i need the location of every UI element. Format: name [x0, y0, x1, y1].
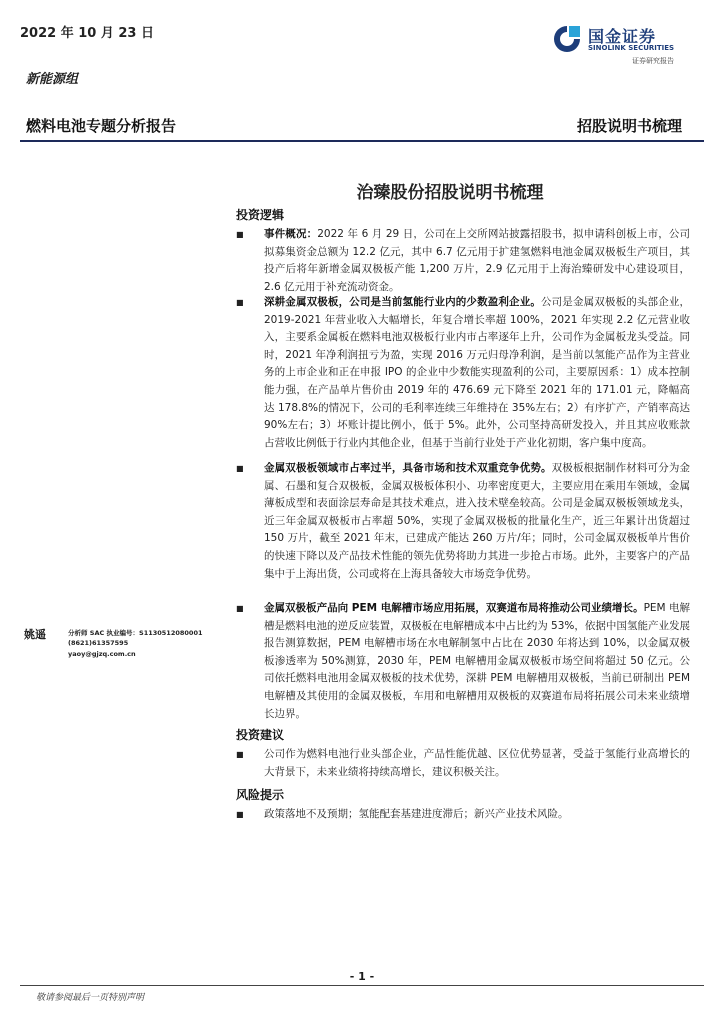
bullet-lead: 金属双极板领域市占率过半，具备市场和技术双重竞争优势。	[264, 462, 552, 474]
bullet-square-icon: ■	[236, 298, 244, 307]
bullet-lead: 事件概况：	[264, 228, 318, 240]
bullet-lead: 深耕金属双极板，公司是当前氢能行业内的少数盈利企业。	[264, 296, 541, 308]
bullet-text: 公司是金属双极板的头部企业，2019-2021 年营业收入大幅增长，年复合增长率超 100%，2021 年实现 2.2 亿元营业收入，主要系金属板在燃料电池双极板行业内市占率逐年上升，公司作为金属板龙头受益。同时，2021 年净利润扭亏为盈，实现 2016 万元归母净利润，是当前以氢能产品作为主营业务的上市企业和正在申报 IPO 的企业中少数能实现盈利的公司，主要原因系：1）成本控制能力强，在产品单片售价由 2019 年的 476.69 元下降至 2021 年的 171.01 元，降幅高达 178.8%的情况下，公司的毛利率连续三年维持在 35%左右；2）有序扩产，产销率高达 90%左右；3）坏账计提比例小，低于 5%。此外，公司坚持高研发投入，并且其应收账款占营收比例低于行业内其他企业，但基于当前行业处于产业化初期，客户集中度高。	[264, 296, 690, 449]
analyst-email[interactable]: yaoy@gjzq.com.cn	[68, 650, 136, 658]
analyst-name: 姚遥	[24, 628, 46, 641]
list-item	[236, 600, 690, 723]
report-series-title: 燃料电池专题分析报告	[26, 117, 177, 135]
logo-english-name: SINOLINK SECURITIES	[588, 44, 675, 52]
bullet-text: 公司作为燃料电池行业头部企业，产品性能优越、区位优势显著，受益于氢能行业高增长的大背景下，未来业绩将持续高增长，建议积极关注。	[264, 748, 690, 778]
footer-disclaimer-note: 敬请参阅最后一页特别声明	[36, 993, 145, 1003]
list-item	[236, 806, 690, 824]
bullet-square-icon: ■	[236, 750, 244, 759]
logo-chinese-name: 国金证券	[588, 27, 657, 46]
analyst-phone: (8621)61357595	[68, 639, 129, 647]
bullet-square-icon: ■	[236, 810, 244, 819]
list-item	[236, 226, 690, 296]
bullet-square-icon: ■	[236, 230, 244, 239]
bullet-lead: 金属双极板产品向 PEM 电解槽市场应用拓展，双赛道布局将推动公司业绩增长。	[264, 602, 644, 614]
brand-logo	[552, 20, 712, 68]
bullet-text: PEM 电解槽是燃料电池的逆反应装置，双极板在电解槽成本中占比约为 53%，依据中国氢能产业发展报告测算数据，PEM 电解槽市场在水电解制氢中占比在 2030 年将达到 10%，以金属双极板渗透率为 50%测算，2030 年，PEM 电解槽用金属双极板市场空间将超过 50 亿元。公司依托燃料电池用金属双极板的技术优势，深耕 PEM 电解槽用双极板，当前已研制出 PEM 电解槽及其使用的金属双极板，车用和电解槽用双极板的双赛道布局将拓展公司未来业绩增长边界。	[264, 602, 690, 720]
bullet-square-icon: ■	[236, 604, 244, 613]
bullet-text: 双极板根据制作材料可分为金属、石墨和复合双极板，金属双极板体积小、功率密度更大，主要应用在乘用车领域，金属薄板成型和表面涂层寿命是其技术难点，进入技术壁垒较高。公司是金属双极板领域龙头，近三年金属双极板市占率超 50%，实现了金属双极板的批量化生产，近三年累计出货超过 150 万片，截至 2021 年末，已建成产能达 260 万片/年；同时，公司金属双极板单片售价的快速下降以及产品技术性能的领先优势将助力其进一步抢占市场。此外，主要客户的产品集中于上海出货，公司或将在上海具备较大市场竞争优势。	[264, 462, 691, 580]
report-date: 2022 年 10 月 23 日	[20, 26, 154, 41]
analyst-sac-number: 分析师 SAC 执业编号：S1130512080001	[68, 629, 203, 637]
page-number: - 1 -	[349, 970, 375, 983]
research-group: 新能源组	[26, 72, 79, 87]
section-heading-investment-logic: 投资逻辑	[236, 208, 285, 222]
section-heading-risk: 风险提示	[236, 788, 285, 802]
list-item	[236, 294, 690, 452]
sinolink-logo-icon	[552, 24, 582, 54]
page-title: 治臻股份招股说明书梳理	[356, 183, 544, 203]
report-type: 招股说明书梳理	[576, 117, 682, 135]
bullet-square-icon: ■	[236, 464, 244, 473]
footer-divider	[20, 985, 704, 986]
list-item	[236, 460, 690, 583]
logo-subtitle: 证券研究报告	[632, 57, 674, 65]
list-item	[236, 746, 690, 781]
bullet-text: 2022 年 6 月 29 日，公司在上交所网站披露招股书，拟申请科创板上市，公司拟募集资金总额为 12.2 亿元，其中 6.7 亿元用于扩建氢燃料电池金属双极板生产项目，其投产后将年新增金属双极板产能 1,200 万片，2.9 亿元用于上海治臻研发中心建设项目，2.6 亿元用于补充流动资金。	[264, 228, 691, 293]
bullet-text: 政策落地不及预期；氢能配套基建进度滞后；新兴产业技术风险。	[264, 808, 569, 820]
header-divider	[20, 140, 704, 142]
section-heading-investment-advice: 投资建议	[236, 728, 285, 742]
